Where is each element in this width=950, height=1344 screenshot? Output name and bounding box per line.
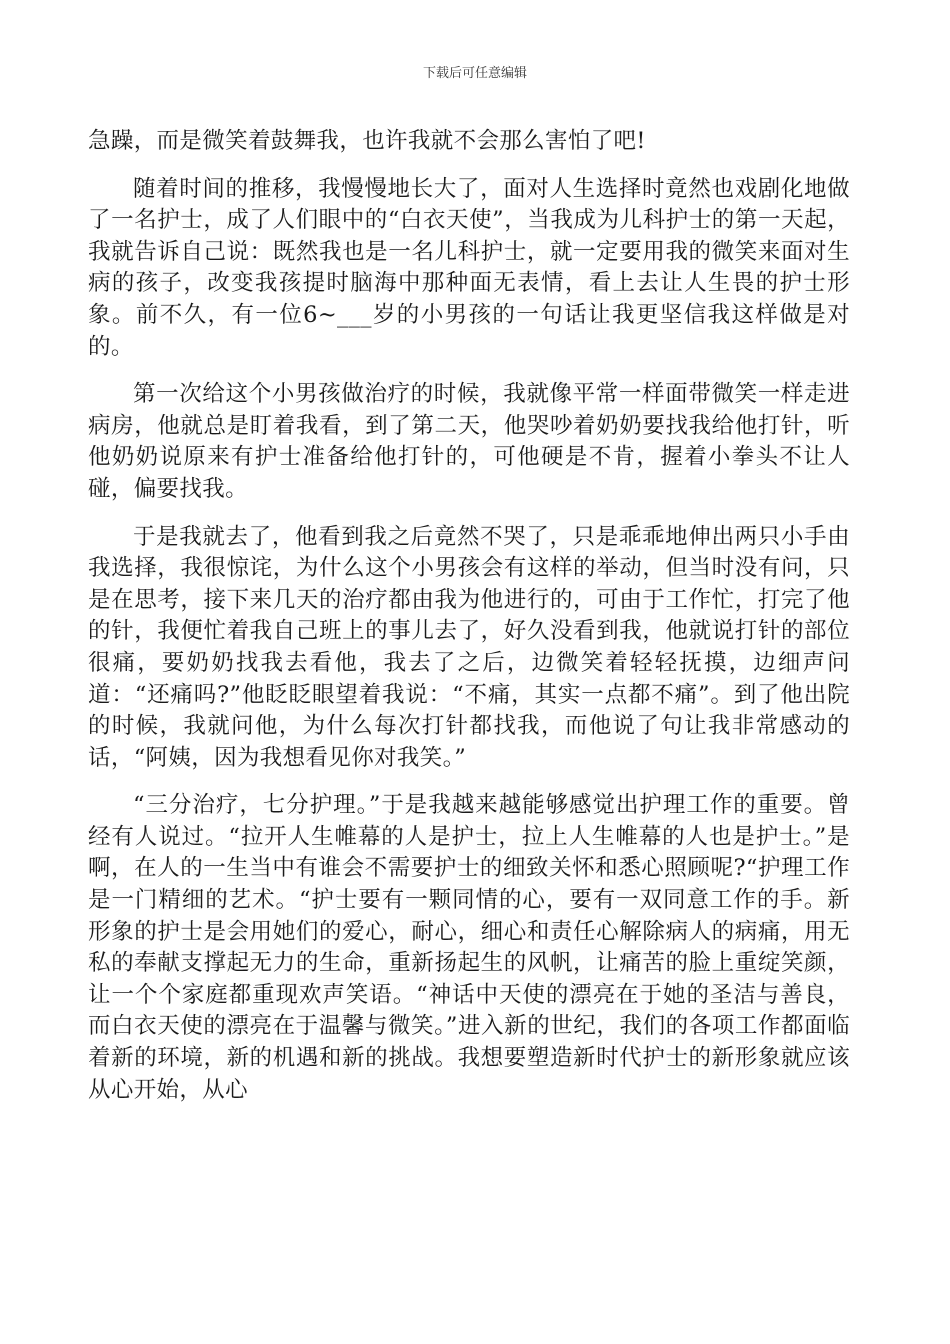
- paragraph-1: 急躁，而是微笑着鼓舞我，也许我就不会那么害怕了吧!: [88, 128, 646, 154]
- paragraph-5: “三分治疗，七分护理。”于是我越来越能够感觉出护理工作的重要。曾经有人说过。“拉开人生帷幕的人是护士，拉上人生帷幕的人也是护士。”是啊，在人的一生当中有谁会不需要护士的细致关怀和悉心照顾呢?“护理工作是一门精细的艺术。“护士要有一颗同情的心，要有一双同意工作的手。新形象的护士是会用她们的爱心，耐心，细心和责任心解除病人的病痛，用无私的奉献支撑起无力的生命，重新扬起生的风帆，让痛苦的脸上重绽笑颜，让一个个家庭都重现欢声笑语。“神话中天使的漂亮在于她的圣洁与善良，而白衣天使的漂亮在于温馨与微笑。”进入新的世纪，我们的各项工作都面临着新的环境，新的机遇和新的挑战。我想要塑造新时代护士的新形象就应该从心开始，从心: [88, 792, 850, 1103]
- paragraph-2: 随着时间的推移，我慢慢地长大了，面对人生选择时竟然也戏剧化地做了一名护士，成了人们眼中的“白衣天使”，当我成为儿科护士的第一天起，我就告诉自己说：既然我也是一名儿科护士，就一定要用我的微笑来面对生病的孩子，改变我孩提时脑海中那种面无表情，看上去让人生畏的护士形象。前不久，有一位6~___岁的小男孩的一句话让我更坚信我这样做是对的。: [88, 175, 850, 360]
- document-body: [88, 126, 850, 1106]
- paragraph-4: 于是我就去了，他看到我之后竟然不哭了，只是乖乖地伸出两只小手由我选择，我很惊诧，为什么这个小男孩会有这样的举动，但当时没有问，只是在思考，接下来几天的治疗都由我为他进行的，可由于工作忙，打完了他的针，我便忙着我自己班上的事儿去了，好久没看到我，他就说打针的部位很痛，要奶奶找我去看他，我去了之后，边微笑着轻轻抚摸，边细声问道：“还痛吗?”他眨眨眼望着我说：“不痛，其实一点都不痛”。到了他出院的时候，我就问他，为什么每次打针都找我，而他说了句让我非常感动的话，“阿姨，因为我想看见你对我笑。”: [88, 523, 850, 771]
- page-header: 下载后可任意编辑: [422, 66, 527, 81]
- paragraph-3: 第一次给这个小男孩做治疗的时候，我就像平常一样面带微笑一样走进病房，他就总是盯着我看，到了第二天，他哭吵着奶奶要找我给他打针，听他奶奶说原来有护士准备给他打针的，可他硬是不肯，握着小拳头不让人碰，偏要找我。: [88, 381, 850, 502]
